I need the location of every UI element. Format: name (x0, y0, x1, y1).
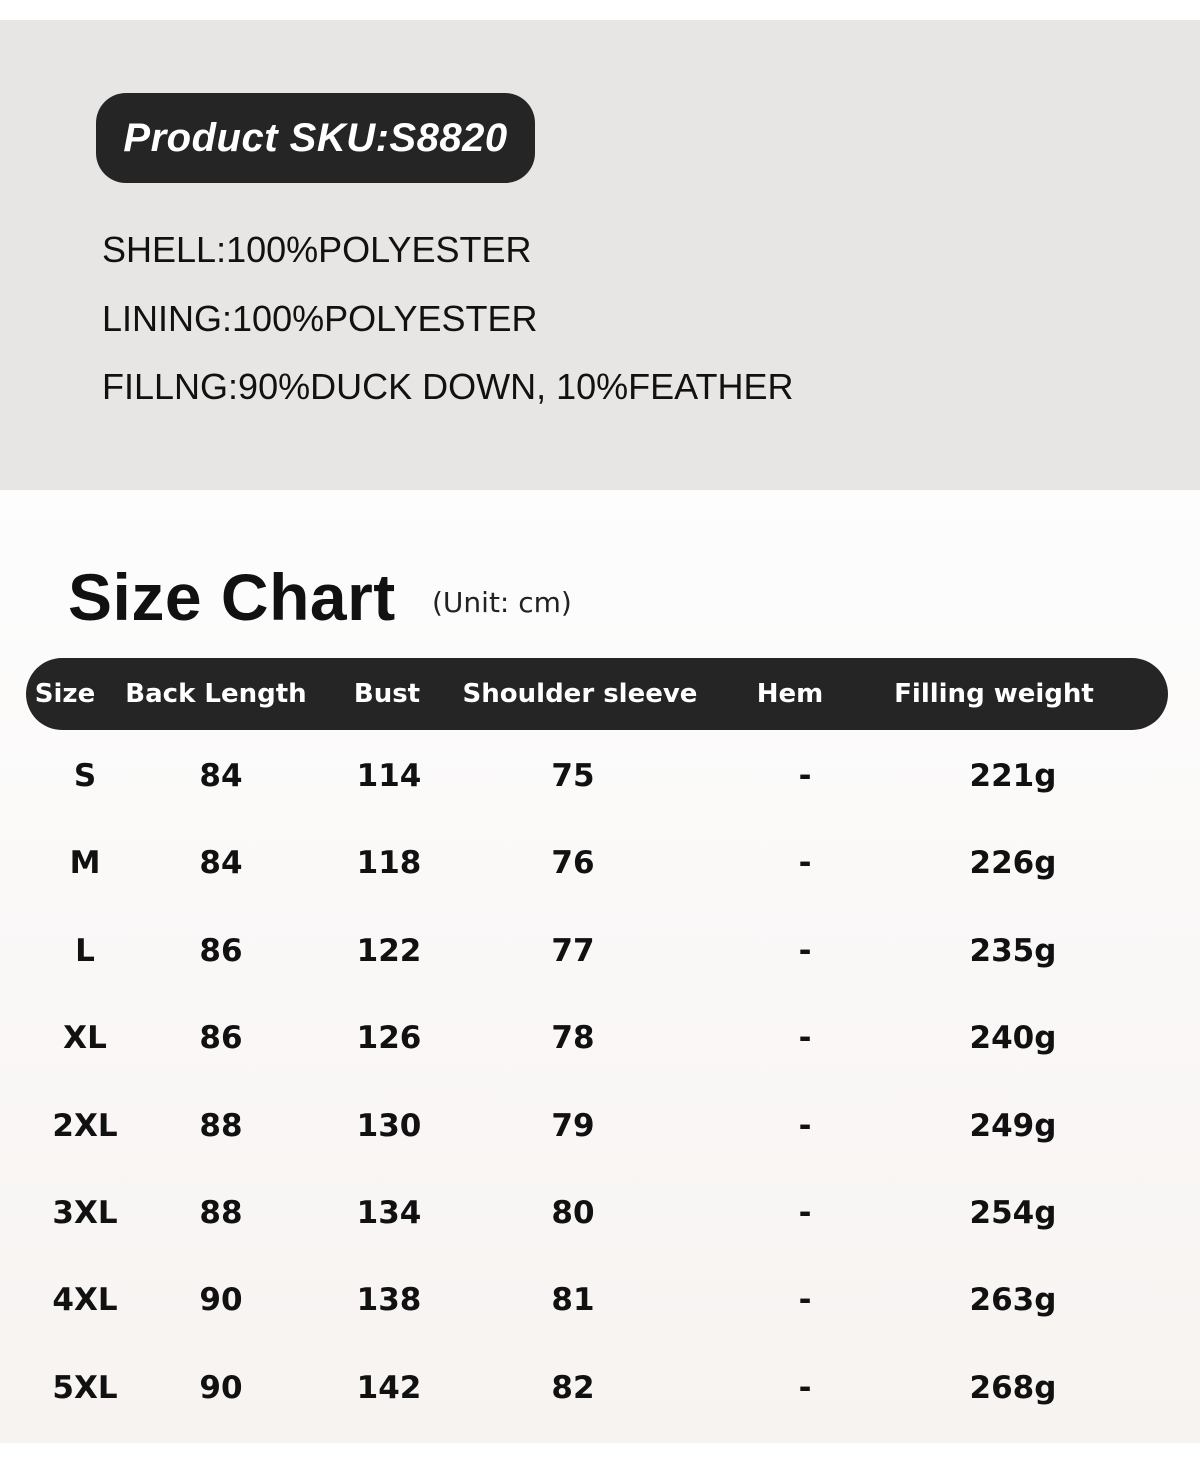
cell-shoulder-sleeve: 80 (551, 1195, 595, 1231)
cell-hem: - (798, 1369, 812, 1406)
size-chart-title: Size Chart (68, 560, 396, 634)
cell-hem: - (798, 1107, 812, 1144)
cell-shoulder-sleeve: 75 (551, 758, 595, 794)
cell-bust: 114 (356, 758, 422, 794)
material-line-lining (102, 298, 538, 340)
table-row (0, 1257, 1200, 1344)
size-table-header (26, 658, 1168, 730)
cell-size: 5XL (52, 1369, 118, 1406)
cell-bust: 142 (356, 1369, 422, 1406)
unit-note: (Unit: cm) (432, 586, 572, 619)
cell-size: 2XL (52, 1107, 118, 1144)
cell-size: M (69, 845, 101, 882)
table-row (0, 1345, 1200, 1432)
cell-hem: - (798, 1282, 812, 1319)
material-value: 100%POLYESTER (232, 298, 538, 339)
cell-hem: - (798, 758, 812, 794)
sku-badge (96, 93, 535, 183)
header-filling-weight: Filling weight (894, 679, 1094, 709)
cell-back-length: 84 (199, 845, 243, 882)
cell-bust: 126 (356, 1020, 422, 1057)
material-value: 90%DUCK DOWN, 10%FEATHER (238, 366, 794, 407)
table-row (0, 1170, 1200, 1257)
header-back-length: Back Length (125, 679, 307, 709)
cell-shoulder-sleeve: 79 (551, 1107, 595, 1144)
cell-shoulder-sleeve: 81 (551, 1282, 595, 1319)
cell-hem: - (798, 1195, 812, 1231)
cell-back-length: 90 (199, 1369, 243, 1406)
cell-back-length: 88 (199, 1107, 243, 1144)
material-key: SHELL: (102, 229, 227, 270)
cell-filling-weight: 226g (969, 845, 1057, 882)
cell-back-length: 84 (199, 758, 243, 794)
cell-filling-weight: 254g (969, 1195, 1057, 1231)
material-line-shell (102, 229, 532, 271)
cell-filling-weight: 249g (969, 1107, 1057, 1144)
table-row (0, 733, 1200, 820)
cell-shoulder-sleeve: 77 (551, 932, 595, 969)
header-size: Size (34, 679, 96, 709)
cell-shoulder-sleeve: 82 (551, 1369, 595, 1406)
sku-text: Product SKU:S8820 (123, 115, 508, 160)
cell-size: 4XL (52, 1282, 118, 1319)
bottom-margin (0, 1443, 1200, 1459)
cell-filling-weight: 235g (969, 932, 1057, 969)
header-shoulder-sleeve: Shoulder sleeve (462, 679, 698, 709)
cell-size: 3XL (52, 1195, 118, 1231)
cell-hem: - (798, 932, 812, 969)
material-key: LINING: (102, 298, 233, 339)
cell-filling-weight: 268g (969, 1369, 1057, 1406)
cell-filling-weight: 263g (969, 1282, 1057, 1319)
cell-back-length: 86 (199, 1020, 243, 1057)
cell-bust: 118 (356, 845, 422, 882)
cell-shoulder-sleeve: 76 (551, 845, 595, 882)
cell-bust: 122 (356, 932, 422, 969)
cell-bust: 134 (356, 1195, 422, 1231)
header-hem: Hem (756, 679, 824, 709)
cell-size: XL (63, 1020, 107, 1057)
table-row (0, 1083, 1200, 1170)
cell-back-length: 90 (199, 1282, 243, 1319)
cell-size: S (73, 758, 97, 794)
cell-hem: - (798, 845, 812, 882)
table-row (0, 820, 1200, 907)
material-line-filling (102, 366, 793, 408)
cell-back-length: 86 (199, 932, 243, 969)
cell-filling-weight: 240g (969, 1020, 1057, 1057)
table-row (0, 908, 1200, 995)
material-key: FILLNG: (102, 366, 239, 407)
cell-filling-weight: 221g (969, 758, 1057, 794)
cell-bust: 130 (356, 1107, 422, 1144)
cell-shoulder-sleeve: 78 (551, 1020, 595, 1057)
cell-bust: 138 (356, 1282, 422, 1319)
size-chart-panel (0, 490, 1200, 1443)
cell-size: L (75, 932, 95, 969)
table-row (0, 995, 1200, 1082)
material-spec-panel (0, 20, 1200, 490)
cell-hem: - (798, 1020, 812, 1057)
material-value: 100%POLYESTER (226, 229, 532, 270)
cell-back-length: 88 (199, 1195, 243, 1231)
header-bust: Bust (353, 679, 421, 709)
